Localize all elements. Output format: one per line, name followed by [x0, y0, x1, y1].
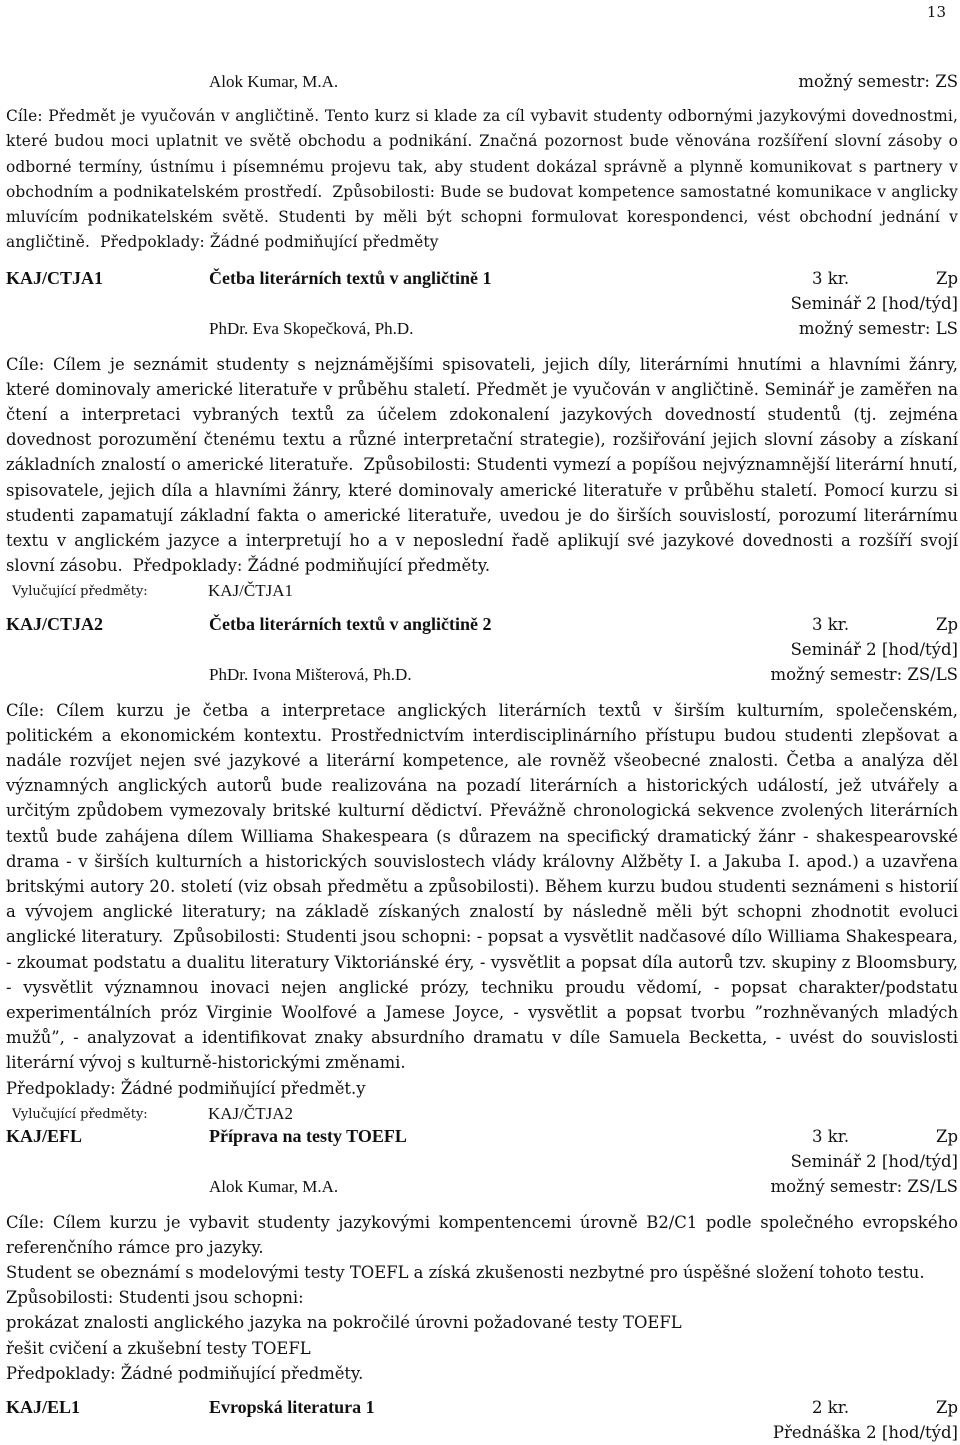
- course-teacher: PhDr. Ivona Mišterová, Ph.D.: [209, 665, 412, 685]
- course-exclusions-value: KAJ/ČTJA1: [208, 581, 294, 601]
- course-prerequisites: Předpoklady: Žádné podmiňující předměty.: [132, 556, 491, 576]
- course-title: Evropská literatura 1: [209, 1397, 375, 1417]
- course-hours-row: [0, 1149, 960, 1174]
- course-header: [0, 612, 960, 637]
- course-block-ctja1: [0, 266, 960, 604]
- course-completion: Zp: [936, 269, 959, 288]
- course-teacher-row: [0, 69, 960, 94]
- course-block-ctja2: [0, 612, 960, 1126]
- course-competences: Způsobilosti: Studenti jsou schopni:: [6, 1288, 304, 1308]
- course-competence-item: řešit cvičení a zkušební testy TOEFL: [6, 1338, 311, 1358]
- course-teacher-row: [0, 662, 960, 687]
- course-hours-row: [0, 291, 960, 316]
- course-prerequisites: Předpoklady: Žádné podmiňující předmět.y: [6, 1078, 366, 1098]
- course-header: [0, 266, 960, 291]
- course-hours-row: [0, 1420, 960, 1445]
- course-exclusions-label: Vylučující předměty:: [12, 584, 148, 600]
- course-competences: Způsobilosti: Studenti jsou schopni: - popsat a vysvětlit nadčasové dílo Williama Shakespeara, - zkoumat podstatu a dualitu literatury Viktoriánské éry, - vysvětlit a popsat díla autorů tzv. skupiny z Bloomsbury, - vysvětlit významnou inovaci nejen anglické prózy, techniku proudu vědomí, - popsat charakter/podstatu experimentálních próz Virginie Woolfové a Jamese Joyce, - vysvětlit a popsat tvorbu ”rozhněvaných mladých mužů”, - analyzovat a identifikovat znaky absurdního dramatu v díle Samuela Becketta, - uvést do souvislosti literární vývoj s kulturně-historickými změnami.: [6, 927, 958, 1073]
- course-prerequisites: Předpoklady: Žádné podmiňující předměty: [100, 233, 439, 252]
- course-code: KAJ/CTJA2: [6, 614, 104, 634]
- course-header: [0, 1124, 960, 1149]
- course-credits: 3 kr.: [812, 269, 850, 288]
- course-title: Četba literárních textů v angličtině 1: [209, 268, 492, 288]
- course-prerequisites: Předpoklady: Žádné podmiňující předměty.: [6, 1363, 364, 1383]
- course-competence-item: prokázat znalosti anglického jazyka na pokročilé úrovni požadované testy TOEFL: [6, 1313, 682, 1333]
- course-semester: možný semestr: LS: [798, 319, 958, 339]
- course-description: [0, 698, 960, 1076]
- course-hours: Seminář 2 [hod/týd]: [790, 294, 958, 314]
- course-exclusions-label: Vylučující předměty:: [12, 1106, 148, 1122]
- course-hours: Seminář 2 [hod/týd]: [790, 640, 958, 660]
- course-teacher: Alok Kumar, M.A.: [209, 1177, 339, 1197]
- course-competences: Způsobilosti: Studenti vymezí a popíšou nejvýznamnější literární hnutí, spisovatele, jejich díla a hlavními žánry, které dominovaly americké literatuře v průběhu staletí. Pomocí kurzu si studenti zapamatují základní fakta o americké literatuře, uvedou je do širších souvislostí, porozumí literárnímu textu v anglickém jazyce a interpretují ho a v neposlední řadě aplikují své jazykové dovednosti a rozšíří svojí slovní zásobu.: [6, 455, 958, 576]
- course-teacher: PhDr. Eva Skopečková, Ph.D.: [209, 319, 414, 339]
- course-code: KAJ/EFL: [6, 1126, 83, 1146]
- course-description: [0, 104, 960, 255]
- course-teacher-row: [0, 1174, 960, 1199]
- course-description: [0, 352, 960, 579]
- course-goals: Cíle: Cílem kurzu je vybavit studenty jazykovými kompentencemi úrovně B2/C1 podle společného evropského referenčního rámce pro jazyky.: [6, 1212, 958, 1257]
- course-code: KAJ/CTJA1: [6, 268, 104, 288]
- course-hours-row: [0, 637, 960, 662]
- course-exclusions-row: [0, 578, 960, 603]
- course-header: [0, 1395, 960, 1420]
- course-credits: 2 kr.: [812, 1398, 850, 1417]
- course-competences: Způsobilosti: Bude se budovat kompetence samostatné komunikace v anglicky mluvícím podnikatelském světě. Studenti by měli být schopni formulovat korespondenci, vést obchodní jednání v angličtině.: [6, 182, 958, 252]
- course-exclusions-row: [0, 1101, 960, 1126]
- course-completion: Zp: [936, 1398, 959, 1417]
- course-block-el1: [0, 1395, 960, 1445]
- page-number: 13: [926, 3, 946, 21]
- course-completion: Zp: [936, 1127, 959, 1146]
- course-exclusions-value: KAJ/ČTJA2: [208, 1103, 294, 1123]
- course-title: Četba literárních textů v angličtině 2: [209, 614, 492, 634]
- course-credits: 3 kr.: [812, 1127, 850, 1146]
- course-hours: Seminář 2 [hod/týd]: [790, 1152, 958, 1172]
- course-goals: Cíle: Cílem je seznámit studenty s nejznámějšími spisovateli, jejich díly, literárními hnutími a hlavními žánry, které dominovaly americké literatuře v průběhu staletí. Předmět je vyučován v angličtině. Seminář je zaměřen na čtení a interpretaci vybraných textů za účelem zdokonalení jazykových dovedností studentů (tj. zejména dovednost porozumění čtenému textu a různé interpretační strategie), rozšiřování jejich slovní zásoby a získaní základních znalostí o americké literatuře.: [6, 354, 958, 475]
- course-block-efl: [0, 1124, 960, 1386]
- course-semester: možný semestr: ZS: [798, 72, 958, 91]
- course-hours: Přednáška 2 [hod/týd]: [772, 1423, 958, 1443]
- course-credits: 3 kr.: [812, 615, 850, 634]
- course-goals: Cíle: Cílem kurzu je četba a interpretace anglických literárních textů v širším kulturním, společenském, politickém a ekonomickém kontextu. Prostřednictvím interdisciplinárního přístupu budou studenti zlepšovat a nadále rozvíjet nejen své jazykové a literární kompetence, ale rovněž všeobecné znalosti. Četba a analýza děl významných anglických autorů bude realizována na pozadí literárních a historických událostí, jež utvářely a určitým způdobem vymezovaly britské kulturní dědictví. Převážně chronologická sekvence zvolených literárních textů bude zahájena dílem Williama Shakespeara (s důrazem na specifický dramatický žánr - shakespearovské drama - v širších kulturních a historických souvislostech vlády královny Alžběty I. a Jakuba I. apod.) a uzavřena britskými autory 20. století (viz obsah předmětu a způsobilosti). Během kurzu budou studenti seznámeni s historií a vývojem anglické literatury; na základě získaných znalostí by následně měli být schopni zhodnotit evoluci anglické literatury.: [6, 700, 958, 947]
- course-code: KAJ/EL1: [6, 1397, 81, 1417]
- course-goals: Cíle: Předmět je vyučován v angličtině. Tento kurz si klade za cíl vybavit studenty odbornými jazykovými dovednostmi, které budou moci uplatnit ve světě obchodu a podnikání. Značná pozornost bude věnována rozšíření slovní zásoby o odborné termíny, ústnímu i písemnému projevu tak, aby student dokázal správně a plynně komunikovat s partnery v obchodním a podnikatelském prostředí.: [6, 107, 958, 201]
- course-title: Příprava na testy TOEFL: [209, 1126, 407, 1146]
- course-semester: možný semestr: ZS/LS: [770, 665, 958, 685]
- course-teacher-row: [0, 316, 960, 341]
- course-teacher: Alok Kumar, M.A.: [209, 72, 339, 91]
- course-block-business-english: [0, 69, 960, 255]
- course-description-line: Student se obeznámí s modelovými testy TOEFL a získá zkušenosti nezbytné pro úspěšné složení tohoto testu.: [6, 1262, 925, 1282]
- course-completion: Zp: [936, 615, 959, 634]
- course-semester: možný semestr: ZS/LS: [770, 1177, 958, 1197]
